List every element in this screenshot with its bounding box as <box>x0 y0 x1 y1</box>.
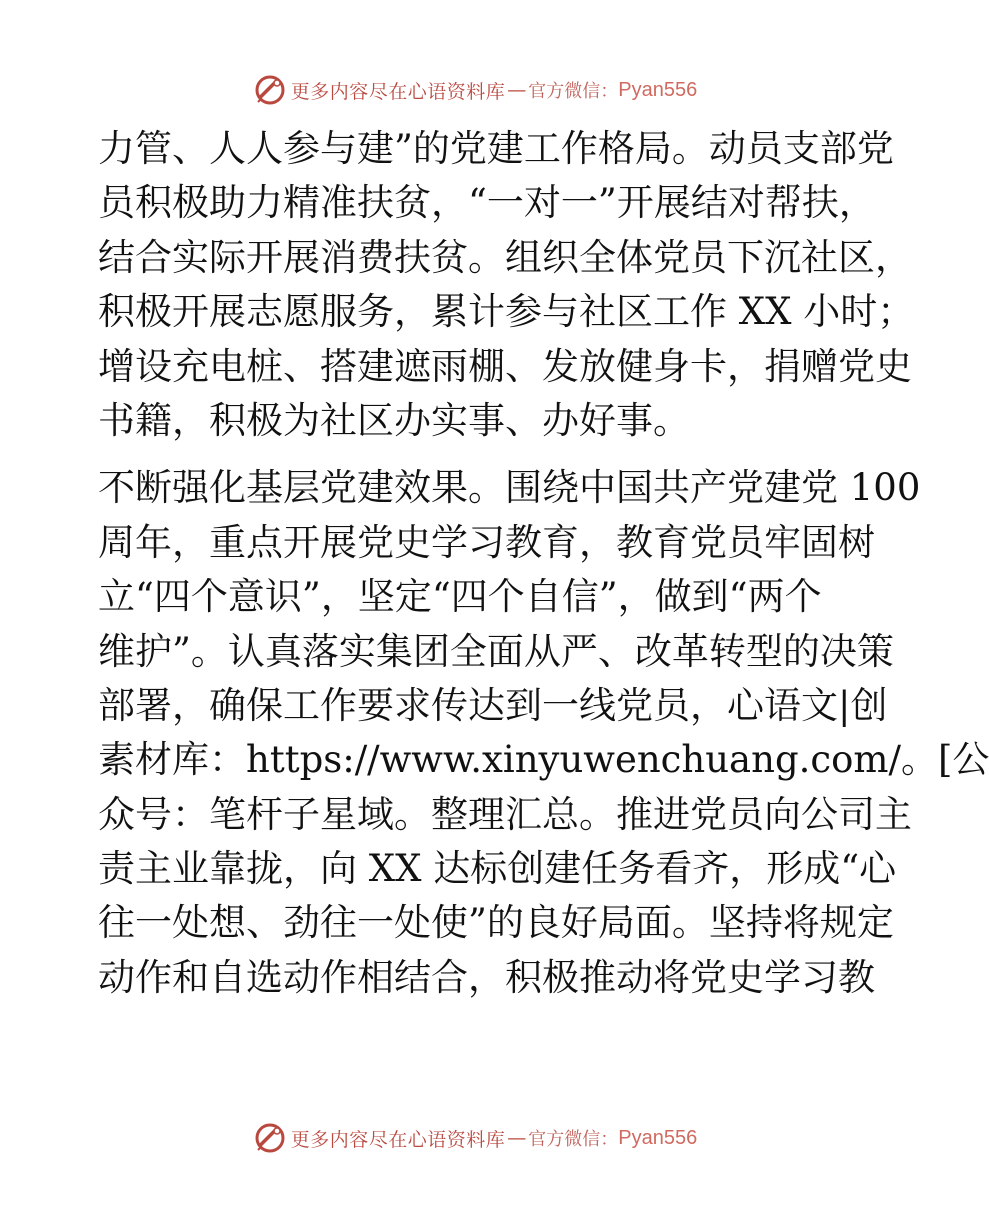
text-line: 素材库：https://www.xinyuwenchuang.com/。[公 <box>98 738 989 782</box>
quill-pen-logo-icon <box>253 1121 287 1155</box>
paragraph-2 <box>98 461 989 1005</box>
banner-site-name: 更多内容尽在心语资料库 <box>290 80 506 103</box>
text-line: 动作和自选动作相结合，积极推动将党史学习教 <box>98 955 875 999</box>
text-line: 周年，重点开展党史学习教育，教育党员牢固树 <box>98 520 875 564</box>
text-line: 众号：笔杆子星域。整理汇总。推进党员向公司主 <box>98 792 912 836</box>
text-line: 不断强化基层党建效果。围绕中国共产党建党 100 <box>98 466 921 510</box>
paragraph-1 <box>98 122 915 448</box>
text-line: 员积极助力精准扶贫，“一对一”开展结对帮扶， <box>98 181 876 225</box>
text-line: 责主业靠拢，向 XX 达标创建任务看齐，形成“心 <box>98 847 897 891</box>
text-line: 结合实际开展消费扶贫。组织全体党员下沉社区， <box>98 235 912 279</box>
banner-wechat-label: 官方微信： <box>528 1129 619 1150</box>
text-line: 立“四个意识”，坚定“四个自信”，做到“两个 <box>98 575 822 619</box>
banner-dash: — <box>507 79 527 101</box>
text-line: 积极开展志愿服务，累计参与社区工作 XX 小时； <box>98 290 915 334</box>
banner-site-name: 更多内容尽在心语资料库 <box>290 1128 506 1151</box>
document-body <box>98 122 989 1005</box>
banner-dash: — <box>507 1127 527 1149</box>
text-line: 增设充电桩、搭建遮雨棚、发放健身卡，捐赠党史 <box>98 344 912 388</box>
text-line: 力管、人人参与建”的党建工作格局。动员支部党 <box>98 127 894 170</box>
text-line: 往一处想、劲往一处使”的良好局面。坚持将规定 <box>98 901 894 945</box>
banner-wechat-id: Pyan556 <box>618 78 698 101</box>
banner-wechat-label: 官方微信： <box>528 81 619 102</box>
banner-wechat-id: Pyan556 <box>618 1126 698 1149</box>
text-line: 部署，确保工作要求传达到一线党员，心语文|创 <box>98 683 888 727</box>
header-banner <box>0 70 950 110</box>
text-line: 维护”。认真落实集团全面从严、改革转型的决策 <box>98 629 894 673</box>
quill-pen-logo-icon <box>253 73 287 107</box>
footer-banner <box>0 1118 950 1158</box>
text-line: 书籍，积极为社区办实事、办好事。 <box>98 398 690 442</box>
